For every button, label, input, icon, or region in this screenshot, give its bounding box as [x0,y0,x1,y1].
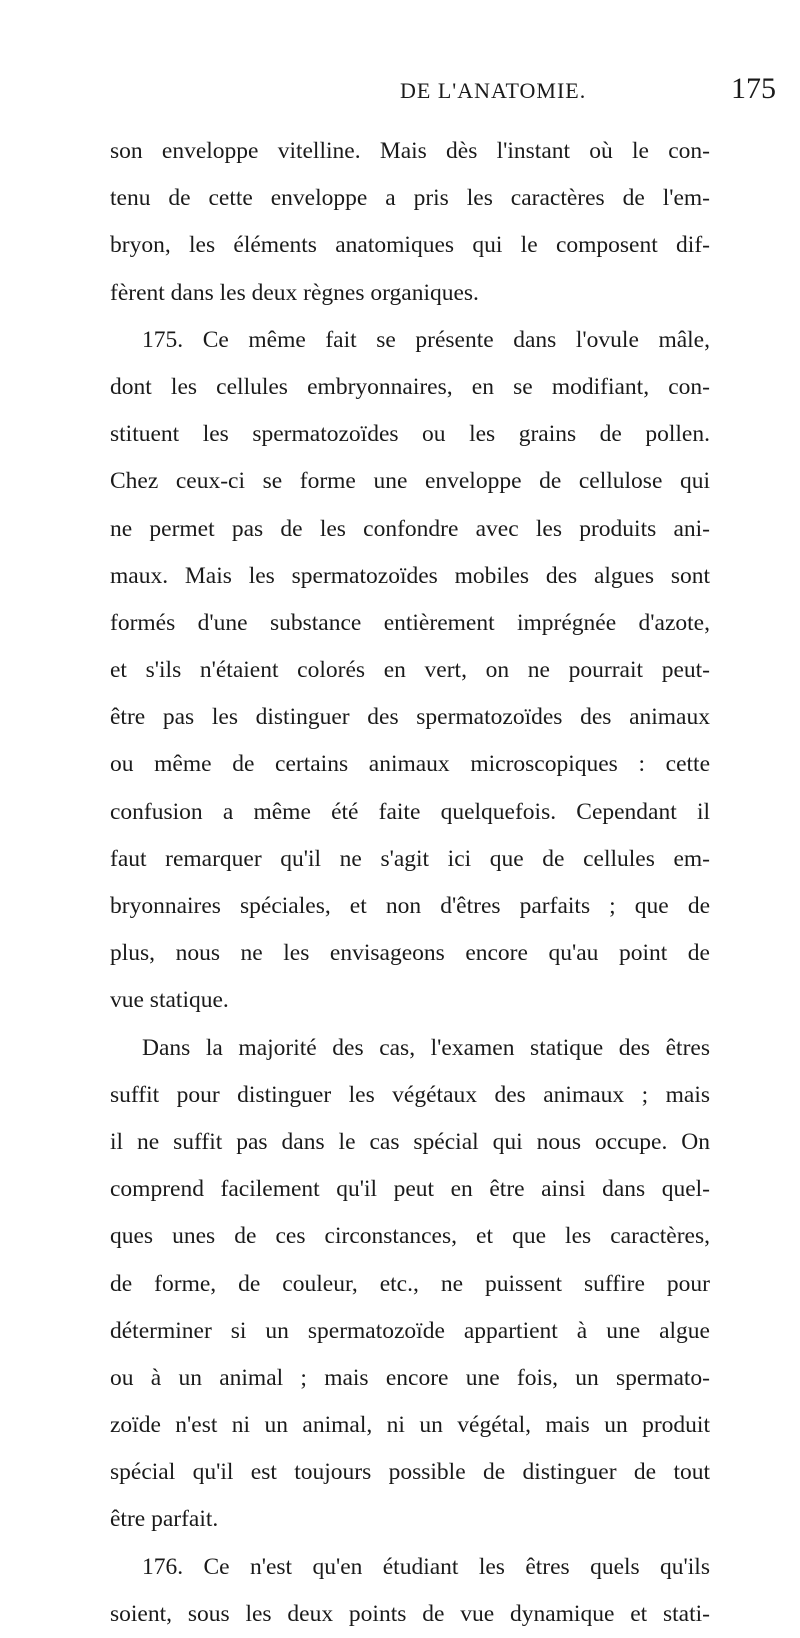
text-line: suffit pour distinguer les végétaux des animaux ; mais [110,1081,710,1108]
text-line: il ne suffit pas dans le cas spécial qui nous occupe. On [110,1128,710,1155]
paragraph-175-start: 175. Ce même fait se présente dans l'ovule mâle, [142,326,710,353]
text-line: faut remarquer qu'il ne s'agit ici que de cellules em- [110,845,710,872]
text-line: plus, nous ne les envisageons encore qu'au point de [110,940,710,967]
text-line: tenu de cette enveloppe a pris les caractères de l'em- [110,185,710,212]
text-line: être parfait. [110,1506,219,1533]
text-line: bryon, les éléments anatomiques qui le composent dif- [110,232,710,259]
text-line: maux. Mais les spermatozoïdes mobiles des algues sont [110,562,710,589]
text-line: vue statique. [110,987,229,1014]
text-line: comprend facilement qu'il peut en être ainsi dans quel- [110,1176,710,1203]
text-line: stituent les spermatozoïdes ou les grains de pollen. [110,421,710,448]
paragraph-176-start: 176. Ce n'est qu'en étudiant les êtres quels qu'ils [142,1553,710,1580]
text-line: bryonnaires spéciales, et non d'êtres parfaits ; que de [110,893,710,919]
text-line: soient, sous les deux points de vue dynamique et stati- [110,1600,710,1627]
page-header [0,72,800,118]
text-line: Chez ceux-ci se forme une enveloppe de cellulose qui [110,468,710,495]
text-line: ou même de certains animaux microscopiques : cette [110,751,710,778]
text-line: zoïde n'est ni un animal, ni un végétal, mais un produit [110,1412,710,1439]
page-number: 175 [731,72,776,105]
text-line: fèrent dans les deux règnes organiques. [110,279,479,306]
text-line: ques unes de ces circonstances, et que les caractères, [110,1223,710,1250]
text-line: ou à un animal ; mais encore une fois, un spermato- [110,1364,710,1391]
text-line: être pas les distinguer des spermatozoïdes des animaux [110,704,710,731]
text-line: et s'ils n'étaient colorés en vert, on ne pourrait peut- [110,657,710,684]
text-line: confusion a même été faite quelquefois. Cependant il [110,798,710,825]
text-line: spécial qu'il est toujours possible de distinguer de tout [110,1459,710,1486]
text-line: dont les cellules embryonnaires, en se modifiant, con- [110,373,710,400]
body-text [110,128,710,1638]
paragraph-start: Dans la majorité des cas, l'examen statique des êtres [142,1034,710,1061]
text-line: de forme, de couleur, etc., ne puissent suffire pour [110,1270,710,1297]
running-head: DE L'ANATOMIE. [400,78,587,103]
text-line: déterminer si un spermatozoïde appartient à une algue [110,1317,710,1344]
text-line: son enveloppe vitelline. Mais dès l'instant où le con- [110,138,710,164]
text-line: formés d'une substance entièrement imprégnée d'azote, [110,609,710,636]
text-line: ne permet pas de les confondre avec les produits ani- [110,515,710,542]
